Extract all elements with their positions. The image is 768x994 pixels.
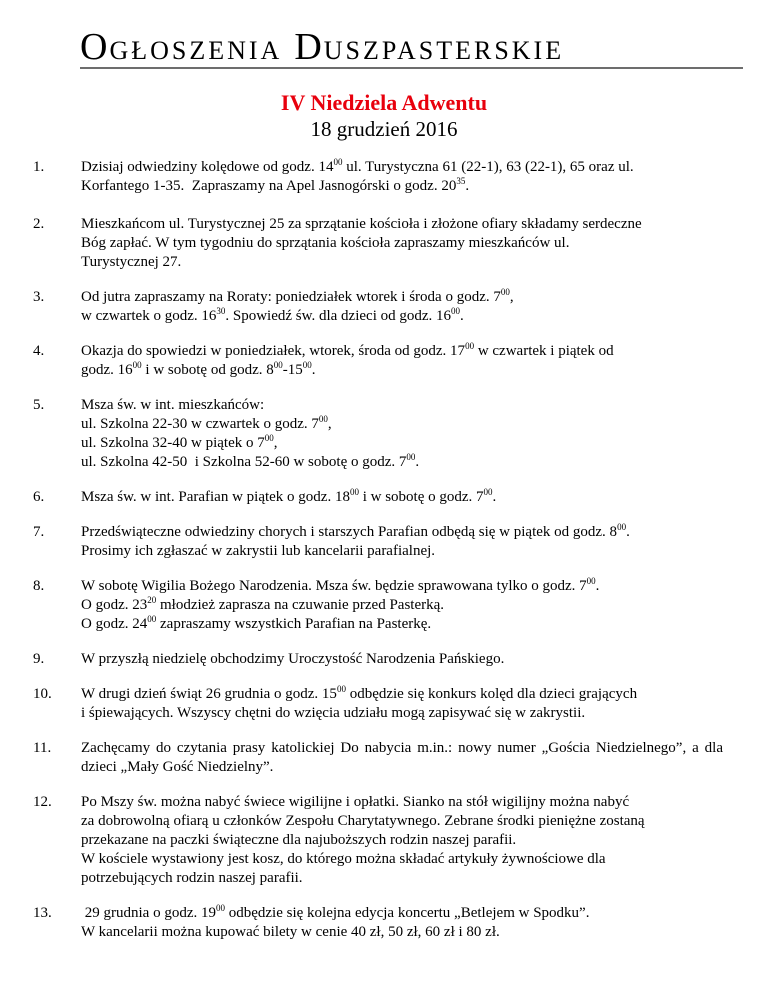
superscript-minutes: 00: [451, 306, 461, 316]
announcement-item: [33, 577, 723, 634]
announcement-item: [33, 523, 723, 561]
superscript-minutes: 30: [216, 306, 226, 316]
item-number: 1.: [33, 159, 45, 175]
superscript-minutes: 00: [336, 684, 346, 694]
superscript-minutes: 35: [456, 176, 466, 186]
item-number: 6.: [33, 489, 45, 505]
item-text: Msza św. w int. Parafian w piątek o godz. $18^{00}$ i w sobotę o godz. $7^{00}$.: [81, 487, 497, 505]
superscript-minutes: 00: [132, 360, 142, 370]
item-text: W drugi dzień świąt 26 grudnia o godz. $15^{00}$ odbędzie się konkurs kolęd dla dzieci grających i śpiewających. Wszyscy chętni do wzięcia udziału mogą zapisywać się w zakrystii.: [81, 684, 638, 721]
item-number: 13.: [33, 905, 52, 921]
superscript-minutes: 00: [215, 903, 225, 913]
item-number: 3.: [33, 289, 45, 305]
superscript-minutes: 00: [349, 487, 359, 497]
item-number: 9.: [33, 651, 45, 667]
superscript-minutes: 00: [465, 341, 475, 351]
item-text: Przedświąteczne odwiedziny chorych i starszych Parafian odbędą się w piątek od godz. $8^{00}$. Prosimy ich zgłaszać w zakrystii lub kancelarii parafialnej.: [81, 522, 630, 559]
item-text: Zachęcamy do czytania prasy katolickiej Do nabycia m.in.: nowy numer „Gościa Niedzielnego”, a dla dzieci „Mały Gość Niedzielny”.: [81, 740, 727, 775]
title-word-2: USZPASTERSKIE: [323, 36, 565, 65]
announcement-item: [33, 904, 723, 942]
page-header: [80, 28, 743, 69]
superscript-minutes: 00: [147, 614, 157, 624]
item-number: 5.: [33, 397, 45, 413]
item-text: Mieszkańcom ul. Turystycznej 25 za sprzątanie kościoła i złożone ofiary składamy serdeczne Bóg zapłać. W tym tygodniu do sprzątania kościoła zapraszamy mieszkańców ul. Turystycznej 27.: [81, 216, 642, 270]
announcement-item: [33, 396, 723, 472]
item-text: W przyszłą niedzielę obchodzimy Uroczystość Narodzenia Pańskiego.: [81, 651, 505, 667]
announcement-item: [33, 158, 723, 196]
superscript-minutes: 00: [586, 576, 596, 586]
item-number: 2.: [33, 216, 45, 232]
item-text: 29 grudnia o godz. $19^{00}$ odbędzie się kolejna edycja koncertu „Betlejem w Spodku”. W kancelarii można kupować bilety w cenie 40 zł, 50 zł, 60 zł i 80 zł.: [81, 903, 590, 940]
announcement-item: [33, 685, 723, 723]
superscript-minutes: 00: [483, 487, 493, 497]
announcement-item: [33, 739, 727, 777]
announcement-item: [33, 215, 723, 272]
superscript-minutes: 00: [302, 360, 312, 370]
announcement-list: [33, 157, 727, 942]
item-number: 7.: [33, 524, 45, 540]
page-title: [80, 26, 565, 68]
superscript-minutes: 00: [617, 522, 627, 532]
superscript-minutes: 00: [273, 360, 283, 370]
item-text: Dzisiaj odwiedziny kolędowe od godz. $14^{00}$ ul. Turystyczna 61 (22-1), 63 (22-1), 65 oraz ul. Korfantego 1-35. Zapraszamy na Apel Jasnogórski o godz. $20^{35}$.: [81, 157, 634, 194]
superscript-minutes: 00: [500, 287, 510, 297]
item-text: Od jutra zapraszamy na Roraty: poniedziałek wtorek i środa o godz. $7^{00}$, w czwartek o godz. $16^{30}$. Spowiedź św. dla dzieci od godz. $16^{00}$.: [81, 287, 514, 324]
date: 18 grudzień 2016: [310, 117, 458, 141]
superscript-minutes: 00: [318, 414, 328, 424]
item-number: 10.: [33, 686, 52, 702]
announcement-item: [33, 488, 723, 507]
announcement-item: [33, 342, 723, 380]
superscript-minutes: 00: [264, 433, 274, 443]
announcement-item: [33, 288, 723, 326]
item-text: Po Mszy św. można nabyć świece wigilijne i opłatki. Sianko na stół wigilijny można nabyć za dobrowolną ofiarą u członków Zespołu Charytatywnego. Zebrane środki pieniężne zostaną przekazane na paczki świąteczne dla najuboższych rodzin naszej parafii. W kościele wystawiony jest kosz, do którego można składać artykuły żywnościowe dla potrzebujących rodzin naszej parafii.: [81, 794, 645, 886]
subtitle: IV Niedziela Adwentu: [280, 90, 488, 115]
title-initial-1: O: [80, 26, 110, 68]
superscript-minutes: 00: [333, 157, 343, 167]
item-number: 4.: [33, 343, 45, 359]
item-number: 11.: [33, 740, 52, 756]
item-number: 12.: [33, 794, 52, 810]
announcement-item: [33, 650, 723, 669]
superscript-minutes: 20: [147, 595, 157, 605]
item-number: 8.: [33, 578, 45, 594]
title-initial-2: D: [294, 26, 324, 68]
item-text: Okazja do spowiedzi w poniedziałek, wtorek, środa od godz. $17^{00}$ w czwartek i piątek od godz. $16^{00}$ i w sobotę od godz. $8^{00}-15^{00}$.: [81, 341, 614, 378]
item-text: Msza św. w int. mieszkańców: ul. Szkolna 22-30 w czwartek o godz. $7^{00}$, ul. Szkolna 32-40 w piątek o $7^{00}$, ul. Szkolna 42-50 i Szkolna 52-60 w sobotę o godz. $7^{00}$.: [81, 397, 420, 470]
announcement-item: [33, 793, 723, 888]
superscript-minutes: 00: [406, 452, 416, 462]
title-word-1: GŁOSZENIA: [109, 36, 283, 65]
item-text: W sobotę Wigilia Bożego Narodzenia. Msza św. będzie sprawowana tylko o godz. $7^{00}$. O godz. $23^{20}$ młodzież zaprasza na czuwanie przed Pasterką. O godz. $24^{00}$ zapraszamy wszystkich Parafian na Pasterkę.: [81, 576, 600, 632]
